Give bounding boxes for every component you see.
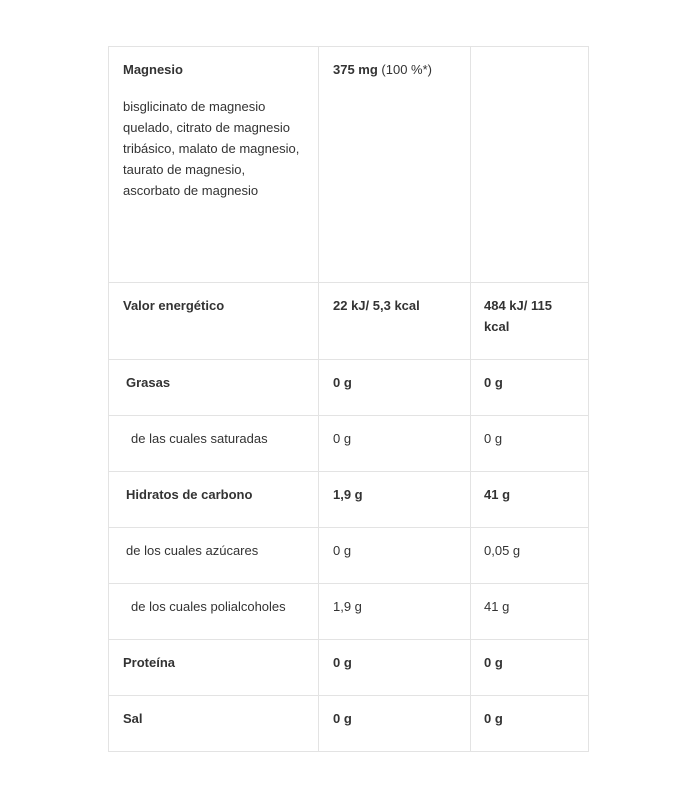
per-dose-value: 0 g	[333, 711, 352, 726]
per-dose-cell	[319, 47, 471, 283]
per-100g-cell	[471, 416, 589, 472]
per-dose-cell	[319, 283, 471, 360]
table-row-protein	[109, 640, 589, 696]
per-dose-value: 1,9 g	[333, 487, 363, 502]
nutrient-name: de los cuales azúcares	[126, 543, 259, 558]
per-100g-value: 0 g	[484, 431, 503, 446]
table-row-magnesio	[109, 47, 589, 283]
nutrient-name: de los cuales polialcoholes	[131, 599, 286, 614]
nutrient-name: Hidratos de carbono	[126, 487, 253, 502]
nutrient-name: Magnesio	[123, 62, 183, 77]
nutrient-cell	[109, 416, 319, 472]
nutrient-description: bisglicinato de magnesio quelado, citrato de magnesio tribásico, malato de magnesio, taurato de magnesio, ascorbato de magnesio	[123, 99, 300, 198]
nutrition-table	[108, 46, 589, 752]
per-100g-cell	[471, 640, 589, 696]
table-row-fat	[109, 360, 589, 416]
nutrient-name: Valor energético	[123, 298, 225, 313]
per-100g-cell	[471, 528, 589, 584]
nutrient-cell	[109, 283, 319, 360]
per-dose-value: 0 g	[333, 375, 352, 390]
per-dose-value: 0 g	[333, 431, 352, 446]
per-dose-cell	[319, 584, 471, 640]
nutrient-name: Sal	[123, 711, 143, 726]
nutrient-name: Proteína	[123, 655, 176, 670]
per-dose-value: 0 g	[333, 543, 352, 558]
per-100g-value: 0,05 g	[484, 543, 521, 558]
nutrient-cell	[109, 47, 319, 283]
nutrient-cell	[109, 472, 319, 528]
per-100g-value: 0 g	[484, 655, 503, 670]
per-dose-cell	[319, 640, 471, 696]
per-dose-cell	[319, 472, 471, 528]
per-dose-cell	[319, 416, 471, 472]
per-dose-cell	[319, 360, 471, 416]
per-100g-value: 0 g	[484, 375, 503, 390]
per-100g-cell	[471, 472, 589, 528]
per-100g-value: 41 g	[484, 599, 510, 614]
per-100g-cell	[471, 47, 589, 283]
per-100g-value: 0 g	[484, 711, 503, 726]
nutrient-cell	[109, 696, 319, 752]
per-100g-cell	[471, 696, 589, 752]
nutrient-name: de las cuales saturadas	[131, 431, 268, 446]
table-row-salt	[109, 696, 589, 752]
per-100g-cell	[471, 584, 589, 640]
per-100g-value: 41 g	[484, 487, 511, 502]
table-row-saturated	[109, 416, 589, 472]
nutrient-name: Grasas	[126, 375, 171, 390]
nutrient-cell	[109, 584, 319, 640]
table-row-sugars	[109, 528, 589, 584]
nutrient-cell	[109, 528, 319, 584]
per-dose-value: 0 g	[333, 655, 352, 670]
per-100g-cell	[471, 360, 589, 416]
per-dose-cell	[319, 528, 471, 584]
table-row-energy	[109, 283, 589, 360]
per-dose-percent: (100 %*)	[377, 62, 433, 77]
table-row-carbs	[109, 472, 589, 528]
per-dose-value: 22 kJ/ 5,3 kcal	[333, 298, 420, 313]
per-dose-value: 1,9 g	[333, 599, 362, 614]
per-dose-value: 375 mg	[333, 62, 378, 77]
table-row-polyols	[109, 584, 589, 640]
per-100g-value: 484 kJ/ 115 kcal	[484, 298, 552, 334]
per-dose-cell	[319, 696, 471, 752]
nutrient-cell	[109, 360, 319, 416]
nutrient-cell	[109, 640, 319, 696]
per-100g-cell	[471, 283, 589, 360]
